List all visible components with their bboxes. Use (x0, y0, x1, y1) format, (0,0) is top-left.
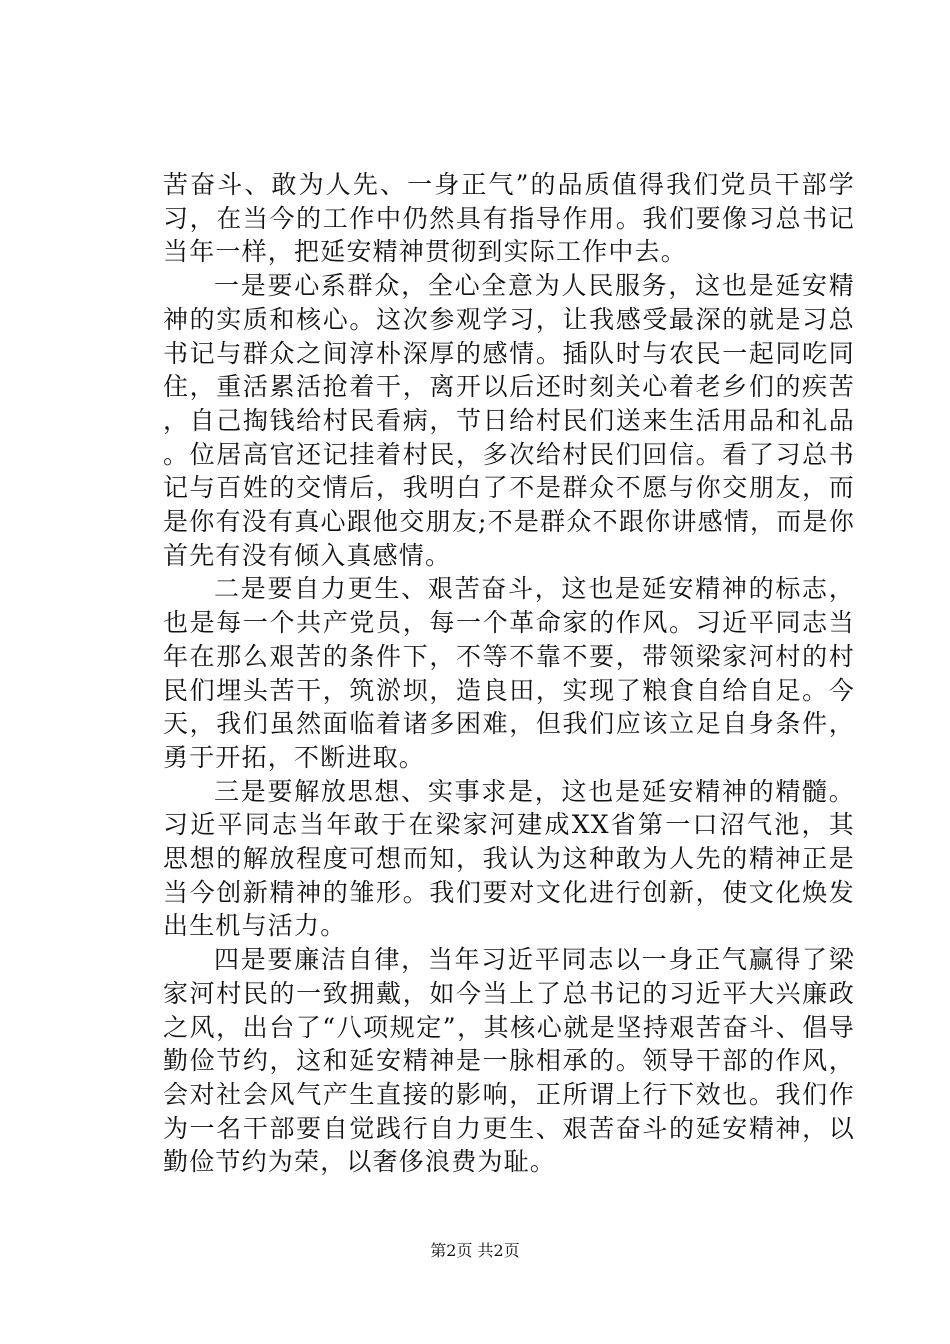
page-footer (0, 1241, 950, 1261)
paragraph-point-two: 二是要自力更生、艰苦奋斗，这也是延安精神的标志，也是每一个共产党员，每一个革命家的作风。习近平同志当年在那么艰苦的条件下，不等不靠不要，带领梁家河村的村民们埋头苦干，筑淤坝，造良田，实现了粮食自给自足。今天，我们虽然面临着诸多困难，但我们应该立足自身条件，勇于开拓，不断进取。 (163, 574, 855, 772)
paragraph-point-one: 一是要心系群众，全心全意为人民服务，这也是延安精神的实质和核心。这次参观学习，让我感受最深的就是习总书记与群众之间淳朴深厚的感情。插队时与农民一起同吃同住，重活累活抢着干，离开以后还时刻关心着老乡们的疾苦，自己掏钱给村民看病，节日给村民们送来生活用品和礼品。位居高官还记挂着村民，多次给村民们回信。看了习总书记与百姓的交情后，我明白了不是群众不愿与你交朋友，而是你有没有真心跟他交朋友;不是群众不跟你讲感情，而是你首先有没有倾入真感情。 (163, 271, 855, 570)
paragraph-point-three: 三是要解放思想、实事求是，这也是延安精神的精髓。习近平同志当年敢于在梁家河建成XX省第一口沼气池，其思想的解放程度可想而知，我认为这种敢为人先的精神正是当今创新精神的雏形。我们要对文化进行创新，使文化焕发出生机与活力。 (163, 776, 855, 941)
paragraph-continuation: 苦奋斗、敢为人先、一身正气”的品质值得我们党员干部学习，在当今的工作中仍然具有指导作用。我们要像习总书记当年一样，把延安精神贯彻到实际工作中去。 (163, 170, 855, 267)
paragraph-point-four: 四是要廉洁自律，当年习近平同志以一身正气赢得了梁家河村民的一致拥戴，如今当上了总书记的习近平大兴廉政之风，出台了“八项规定”，其核心就是坚持艰苦奋斗、倡导勤俭节约，这和延安精神是一脉相承的。领导干部的作风，会对社会风气产生直接的影响，正所谓上行下效也。我们作为一名干部要自觉践行自力更生、艰苦奋斗的延安精神，以勤俭节约为荣，以奢侈浪费为耻。 (163, 945, 855, 1177)
document-body (163, 168, 855, 1179)
page-number-label: 第2页 共2页 (430, 1241, 520, 1260)
